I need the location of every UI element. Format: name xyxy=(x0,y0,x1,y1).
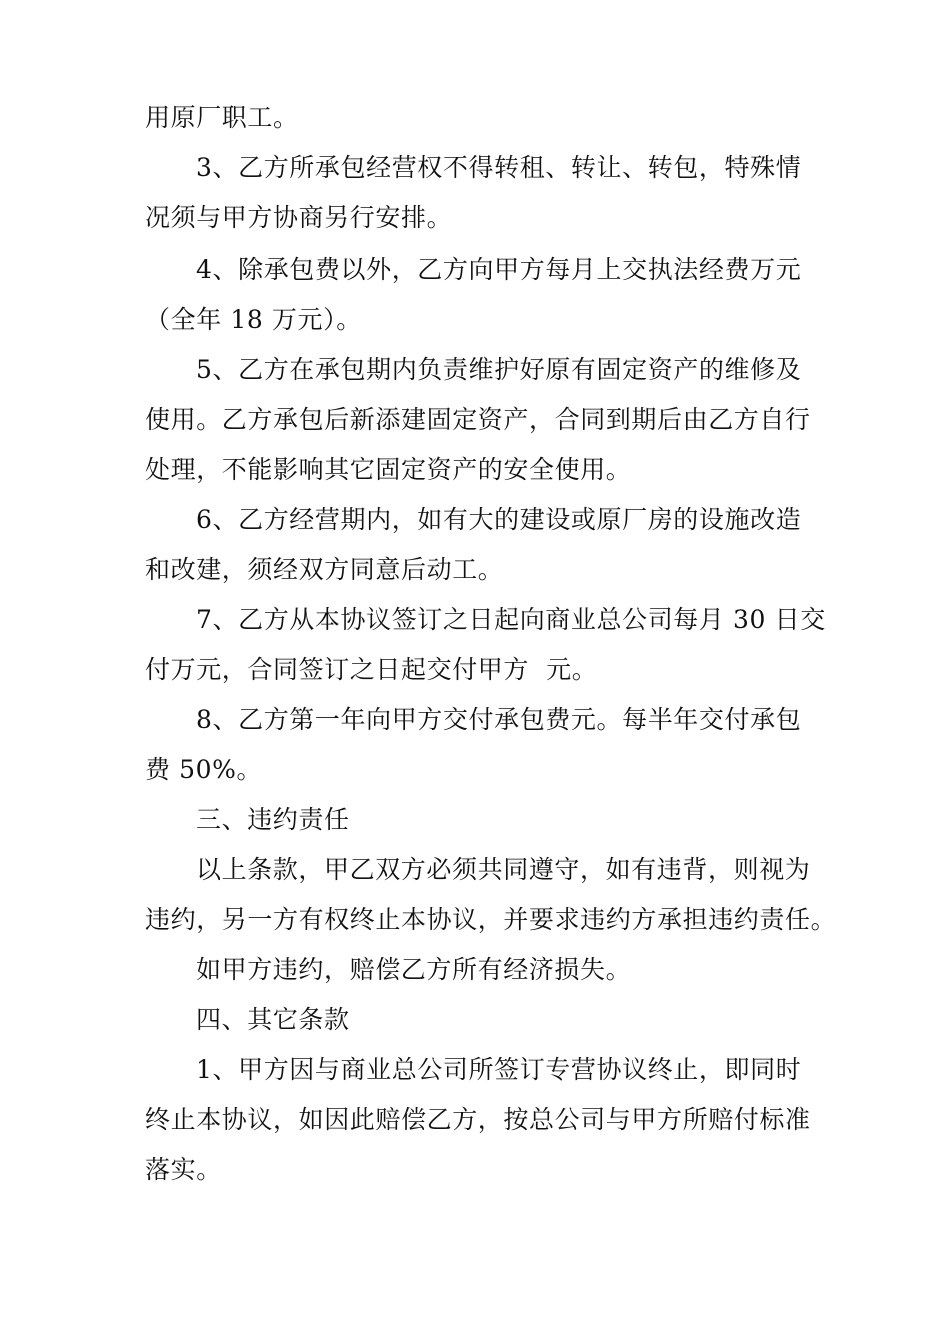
clause-8-line: 8、乙方第一年向甲方交付承包费元。每半年交付承包 xyxy=(196,705,802,734)
text-line: （全年 18 万元）。 xyxy=(145,305,362,334)
clause-7-line: 7、乙方从本协议签订之日起向商业总公司每月 30 日交 xyxy=(196,605,826,634)
other-clause-1-line: 1、甲方因与商业总公司所签订专营协议终止，即同时 xyxy=(196,1055,802,1084)
text-line: 况须与甲方协商另行安排。 xyxy=(145,203,453,232)
clause-6-line: 6、乙方经营期内，如有大的建设或原厂房的设施改造 xyxy=(196,505,802,534)
section-heading-other: 四、其它条款 xyxy=(196,1005,350,1034)
text-line: 处理，不能影响其它固定资产的安全使用。 xyxy=(145,455,632,484)
clause-3-line: 3、乙方所承包经营权不得转租、转让、转包，特殊情 xyxy=(196,153,802,182)
text-line: 和改建，须经双方同意后动工。 xyxy=(145,555,504,584)
text-line: 付万元，合同签订之日起交付甲方 元。 xyxy=(145,655,598,684)
text-line: 用原厂职工。 xyxy=(145,103,299,132)
text-line: 使用。乙方承包后新添建固定资产，合同到期后由乙方自行 xyxy=(145,405,811,434)
section-heading-breach: 三、违约责任 xyxy=(196,805,350,834)
clause-5-line: 5、乙方在承包期内负责维护好原有固定资产的维修及 xyxy=(196,355,802,384)
breach-compensation-line: 如甲方违约，赔偿乙方所有经济损失。 xyxy=(196,955,632,984)
breach-paragraph-line: 以上条款，甲乙双方必须共同遵守，如有违背，则视为 xyxy=(196,855,811,884)
text-line: 违约，另一方有权终止本协议，并要求违约方承担违约责任。 xyxy=(145,905,837,934)
text-line: 终止本协议，如因此赔偿乙方，按总公司与甲方所赔付标准 xyxy=(145,1105,811,1134)
text-line: 落实。 xyxy=(145,1155,222,1184)
text-line: 费 50%。 xyxy=(145,755,263,784)
clause-4-line: 4、除承包费以外，乙方向甲方每月上交执法经费万元 xyxy=(196,255,802,284)
